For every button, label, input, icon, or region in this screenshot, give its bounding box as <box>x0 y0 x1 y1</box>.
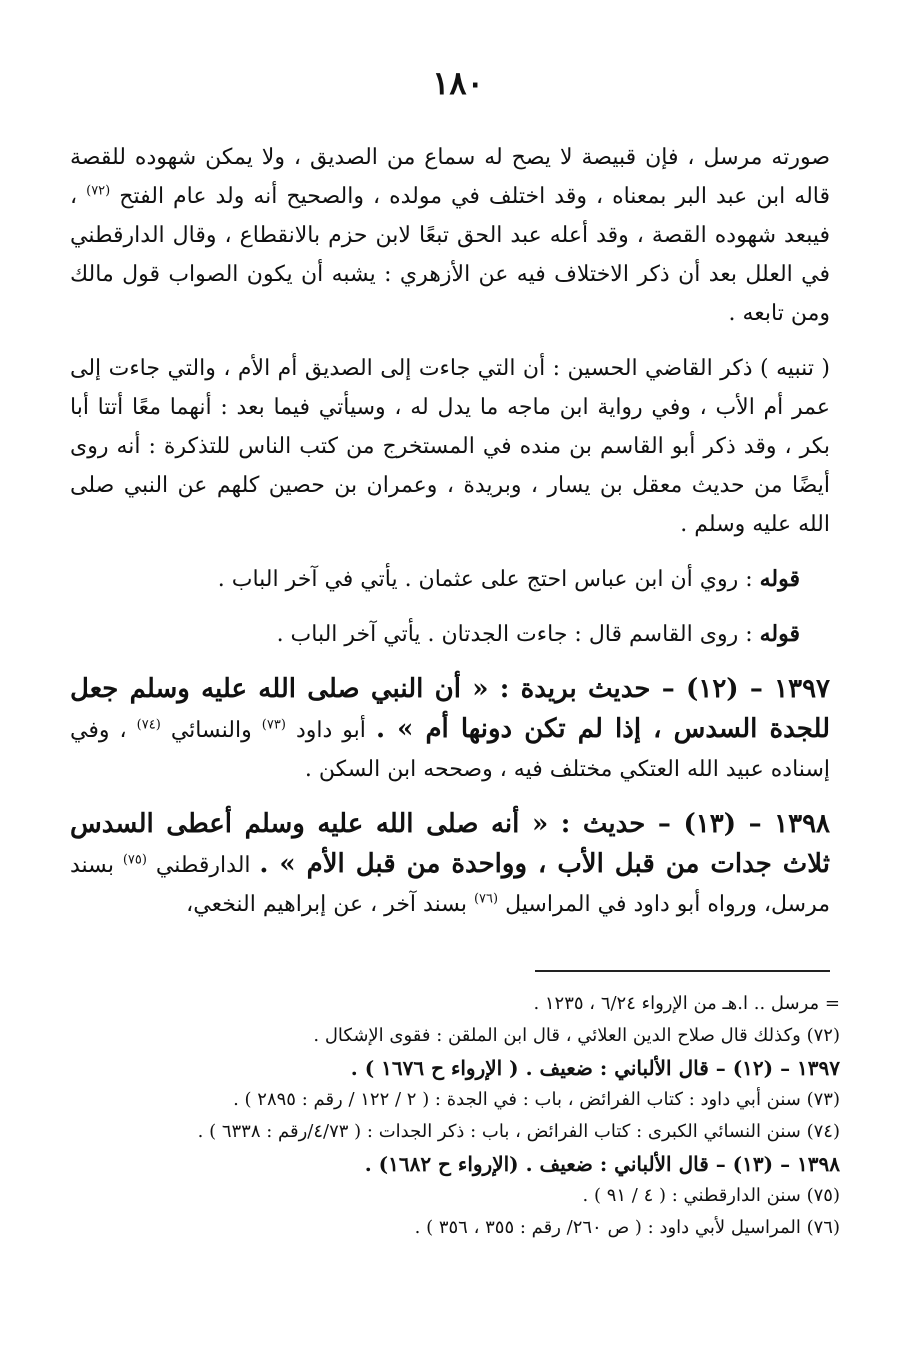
paragraph-qawluh-2 <box>70 615 830 654</box>
footnote-ref-72[interactable]: (٧٢) <box>86 183 111 199</box>
footnote-74: (٧٤) سنن النسائي الكبرى : كتاب الفرائض ، باب : ذكر الجدات : ( ٤/٧٣/رقم : ٦٣٣٨ ) . <box>197 1121 840 1142</box>
hadith-1397-source-b: والنسائي <box>170 718 252 743</box>
paragraph-1-text: صورته مرسل ، فإن قبيصة لا يصح له سماع من الصديق ، ولا يمكن شهوده للقصة قاله ابن عبد البر بمعناه ، وقد اختلف في مولده ، والصحيح أنه ولد عام الفتح <box>70 145 831 209</box>
footnote-ref-75[interactable]: (٧٥) <box>122 852 147 868</box>
qawluh-text-2: : روى القاسم قال : جاءت الجدتان . يأتي آخر الباب . <box>276 622 753 647</box>
hadith-1398 <box>70 805 830 924</box>
footnote-ref-76[interactable]: (٧٦) <box>473 891 499 907</box>
footnote-continuation: = مرسل .. ا.هـ من الإرواء ٦/٢٤ ، ١٢٣٥ . <box>533 993 840 1014</box>
hadith-1398-source-a: الدارقطني <box>155 853 251 878</box>
paragraph-1-rest: ، فيبعد شهوده القصة ، وقد أعله عبد الحق تبعًا لابن حزم بالانقطاع ، وقال الدارقطني في العلل بعد أن ذكر الاختلاف فيه عن الأزهري : يشبه أن يكون الصواب قول مالك ومن تابعه . <box>70 184 830 326</box>
footnote-ref-74[interactable]: (٧٤) <box>136 717 161 733</box>
qawluh-label-2: قوله <box>759 621 800 647</box>
footnote-divider <box>535 970 830 972</box>
page-number: ١٨٠ <box>432 64 484 102</box>
hadith-1398-source-b: بسند مرسل، ورواه أبو داود في المراسيل <box>70 853 830 917</box>
main-text <box>70 138 830 940</box>
footnote-75: (٧٥) سنن الدارقطني : ( ٤ / ٩١ ) . <box>582 1185 840 1206</box>
footnote-76: (٧٦) المراسيل لأبي داود : ( ص ٢٦٠/ رقم : ٣٥٥ ، ٣٥٦ ) . <box>414 1217 840 1238</box>
hadith-1398-comment: بسند آخر ، عن إبراهيم النخعي، <box>186 892 467 917</box>
hadith-1397-source-a: أبو داود <box>295 718 366 743</box>
qawluh-label-1: قوله <box>759 566 800 592</box>
footnote-72: (٧٢) وكذلك قال صلاح الدين العلائي ، قال ابن الملقن : فقوى الإشكال . <box>313 1025 840 1046</box>
paragraph-qawluh-1 <box>70 560 830 599</box>
grading-1397: ١٣٩٧ – (١٢) – قال الألباني : ضعيف . ( الإرواء ح ١٦٧٦ ) . <box>350 1056 840 1080</box>
paragraph-1 <box>70 138 830 333</box>
hadith-1397 <box>70 670 830 789</box>
hadith-1398-heading: ١٣٩٨ – (١٣) – حديث : « أنه صلى الله عليه وسلم أعطى السدس ثلاث جدات من قبل الأب ، وواحدة من قبل الأم » . <box>70 809 831 879</box>
hadith-1397-heading: ١٣٩٧ – (١٢) – حديث بريدة : « أن النبي صلى الله عليه وسلم جعل للجدة السدس ، إذا لم تكن دونها أم » . <box>70 674 831 744</box>
qawluh-text-1: : روي أن ابن عباس احتج على عثمان . يأتي في آخر الباب . <box>217 567 753 592</box>
paragraph-tanbih: ( تنبيه ) ذكر القاضي الحسين : أن التي جاءت إلى الصديق أم الأم ، والتي جاءت إلى عمر أم الأب ، وفي رواية ابن ماجه ما يدل له ، وسيأتي فيما بعد : أنهما معًا أتتا أبا بكر ، وقد ذكر أبو القاسم بن منده في المستخرج من كتب الناس للتذكرة : أنه روى أيضًا من حديث معقل بن يسار ، وبريدة ، وعمران بن حصين كلهم عن النبي صلى الله عليه وسلم . <box>70 356 830 537</box>
hadith-1397-comment: ، وفي إسناده عبيد الله العتكي مختلف فيه ، وصححه ابن السكن . <box>70 718 830 782</box>
footnote-ref-73[interactable]: (٧٣) <box>261 717 286 733</box>
grading-1398: ١٣٩٨ – (١٣) – قال الألباني : ضعيف . (الإرواء ح ١٦٨٢) . <box>364 1152 840 1176</box>
footnotes <box>70 988 840 1244</box>
footnote-73: (٧٣) سنن أبي داود : كتاب الفرائض ، باب : في الجدة : ( ٢ / ١٢٢ / رقم : ٢٨٩٥ ) . <box>233 1089 840 1110</box>
